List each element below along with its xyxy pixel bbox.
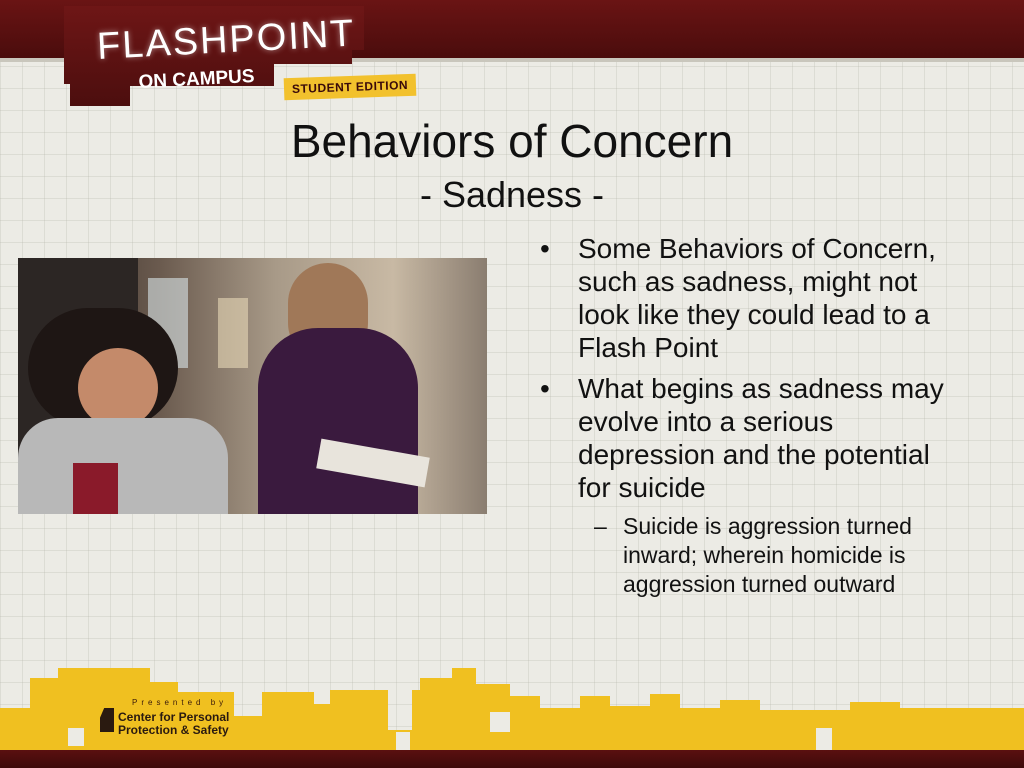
bullet-item [538,372,968,504]
footer-band [0,750,1024,768]
bullet-marker: • [540,373,550,404]
bullet-text: Some Behaviors of Concern, such as sadness, might not look like they could lead to a Flash Point [578,233,936,363]
logo-flashpoint-text: FLASHPOINT [96,12,357,68]
bullet-item [538,232,968,364]
bullet-marker: • [540,233,550,264]
bullet-text: What begins as sadness may evolve into a serious depression and the potential for suicide [578,373,944,503]
slide-subtitle: - Sadness - [419,174,605,215]
sub-bullet-item [538,512,968,599]
bullet-list [538,232,968,599]
org-name-line2: Protection & Safety [118,723,229,737]
logo-student-edition-badge: STUDENT EDITION [284,74,417,101]
sub-bullet-text: Suicide is aggression turned inward; wherein homicide is aggression turned outward [623,513,912,597]
org-name-line1: Center for Personal [118,710,230,724]
logo-on-campus-text: ON CAMPUS [138,65,256,93]
presented-by-text: Presented by [132,698,228,707]
sub-bullet-marker: – [594,513,607,539]
slide-title: Behaviors of Concern [290,115,734,167]
students-photo [18,258,487,514]
